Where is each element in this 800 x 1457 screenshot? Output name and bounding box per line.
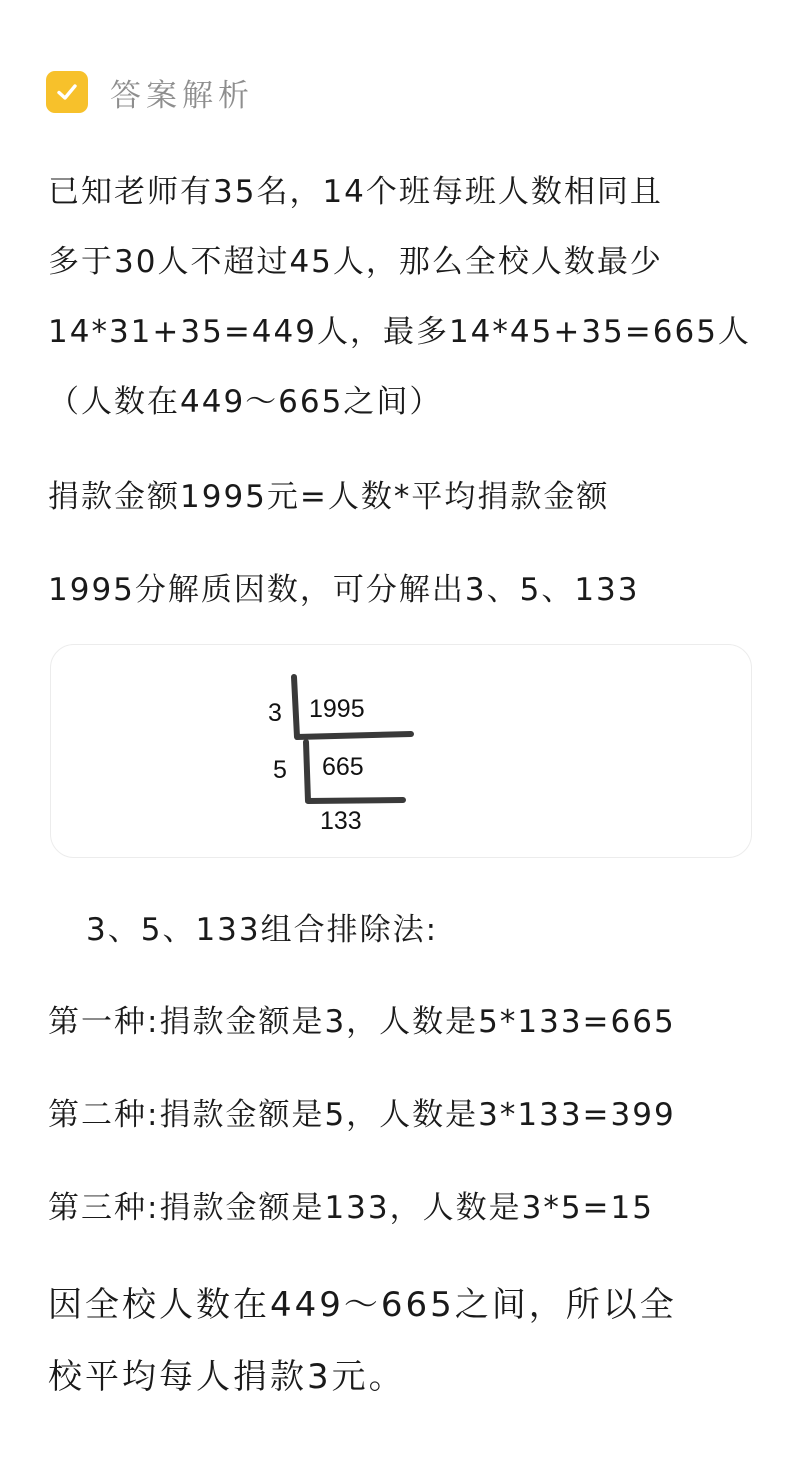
case-3: 第三种:捐款金额是133，人数是3*5=15 — [48, 1190, 654, 1226]
dividend: 1995 — [309, 695, 365, 723]
conclusion-line1: 因全校人数在449～665之间，所以全 — [48, 1285, 677, 1325]
paragraph1-line3: 14*31+35=449人，最多14*45+35=665人 — [48, 314, 751, 350]
paragraph1-line4: （人数在449～665之间） — [48, 384, 443, 420]
formula-line: 捐款金额1995元=人数*平均捐款金额 — [48, 479, 610, 515]
short-division-diagram — [51, 645, 751, 857]
divisor-2: 5 — [273, 756, 287, 784]
section-header — [46, 70, 254, 114]
combo-heading: 3、5、133组合排除法: — [86, 912, 439, 948]
paragraph1-line2: 多于30人不超过45人，那么全校人数最少 — [48, 244, 663, 280]
paragraph1-line1: 已知老师有35名，14个班每班人数相同且 — [48, 174, 663, 210]
section-title: 答案解析 — [110, 77, 254, 114]
checkbox-checked-icon — [46, 71, 88, 113]
conclusion-line2: 校平均每人捐款3元。 — [48, 1357, 406, 1397]
quotient-1: 665 — [322, 753, 364, 781]
case-1: 第一种:捐款金额是3，人数是5*133=665 — [48, 1004, 676, 1040]
divisor-1: 3 — [268, 699, 282, 727]
quotient-2: 133 — [320, 807, 362, 835]
case-2: 第二种:捐款金额是5，人数是3*133=399 — [48, 1097, 676, 1133]
factor-line: 1995分解质因数，可分解出3、5、133 — [48, 572, 640, 608]
division-card — [50, 644, 752, 858]
